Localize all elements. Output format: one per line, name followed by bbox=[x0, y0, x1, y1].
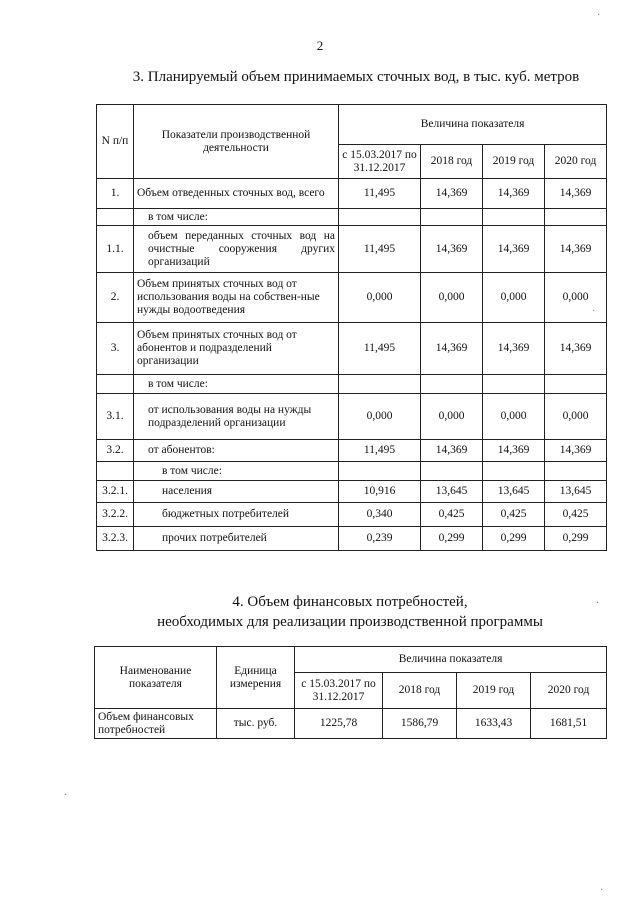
table-row bbox=[97, 323, 607, 375]
scan-speck: · bbox=[596, 598, 600, 609]
row-value: 0,000 bbox=[545, 394, 607, 440]
table-row bbox=[97, 179, 607, 209]
table-row bbox=[97, 273, 607, 323]
row-label: населения bbox=[134, 481, 339, 503]
row-label: от абонентов: bbox=[134, 440, 339, 462]
row-value: 0,299 bbox=[421, 527, 483, 551]
header-period: 2020 год bbox=[545, 145, 607, 179]
row-label: Объем принятых сточных вод от абонентов и подразделений организации bbox=[134, 323, 339, 375]
financial-needs-table bbox=[94, 646, 607, 739]
page-number: 2 bbox=[316, 38, 324, 53]
row-value: 14,369 bbox=[545, 440, 607, 462]
row-label: Объем принятых сточных вод от использования воды на собствен-ные нужды водоотведения bbox=[134, 273, 339, 323]
row-value: 14,369 bbox=[483, 323, 545, 375]
header-period: 2018 год bbox=[383, 673, 457, 709]
row-value: 0,299 bbox=[545, 527, 607, 551]
row-value: 1225,78 bbox=[295, 709, 383, 739]
row-value: 11,495 bbox=[339, 226, 421, 273]
header-period: 2019 год bbox=[457, 673, 531, 709]
row-label: от использования воды на нужды подразделений организации bbox=[134, 394, 339, 440]
row-value: 13,645 bbox=[483, 481, 545, 503]
section3-title: 3. Планируемый объем принимаемых сточных вод, в тыс. куб. метров bbox=[132, 69, 580, 85]
scan-speck: · bbox=[597, 10, 601, 21]
row-value: 0,000 bbox=[339, 394, 421, 440]
row-value: 11,495 bbox=[339, 179, 421, 209]
row-value: 14,369 bbox=[421, 179, 483, 209]
header-period: 2020 год bbox=[531, 673, 607, 709]
scan-speck: · bbox=[64, 790, 68, 801]
row-label: в том числе: bbox=[134, 462, 339, 481]
row-value: 14,369 bbox=[545, 226, 607, 273]
table-row bbox=[97, 481, 607, 503]
wastewater-volume-table bbox=[96, 104, 607, 551]
row-value: 13,645 bbox=[545, 481, 607, 503]
row-value: 11,495 bbox=[339, 440, 421, 462]
scan-speck: · bbox=[592, 306, 596, 317]
row-value: 0,000 bbox=[483, 273, 545, 323]
table-row bbox=[97, 527, 607, 551]
row-num: 3.2.1. bbox=[97, 481, 134, 503]
header-indicator: Показатели производственной деятельности bbox=[134, 105, 339, 179]
row-num: 2. bbox=[97, 273, 134, 323]
section4-title-line1: 4. Объем финансовых потребностей, bbox=[232, 594, 468, 610]
row-value: 14,369 bbox=[483, 440, 545, 462]
row-value: 14,369 bbox=[545, 179, 607, 209]
row-value: 10,916 bbox=[339, 481, 421, 503]
row-value: 14,369 bbox=[421, 226, 483, 273]
row-value: 1586,79 bbox=[383, 709, 457, 739]
row-value: 11,495 bbox=[339, 323, 421, 375]
row-label: в том числе: bbox=[134, 375, 339, 394]
header-period: с 15.03.2017 по 31.12.2017 bbox=[295, 673, 383, 709]
header-num: N п/п bbox=[97, 105, 134, 179]
row-value: 0,299 bbox=[483, 527, 545, 551]
table-row bbox=[97, 209, 607, 226]
row-value: 1681,51 bbox=[531, 709, 607, 739]
row-value: 0,000 bbox=[421, 273, 483, 323]
row-label: прочих потребителей bbox=[134, 527, 339, 551]
row-value: 0,000 bbox=[421, 394, 483, 440]
row-num: 3.2.3. bbox=[97, 527, 134, 551]
row-label: Объем отведенных сточных вод, всего bbox=[134, 179, 339, 209]
header-unit: Единица измерения bbox=[217, 647, 295, 709]
row-num bbox=[97, 209, 134, 226]
row-label: бюджетных потребителей bbox=[134, 503, 339, 527]
header-value-group: Величина показателя bbox=[295, 647, 607, 673]
table-row bbox=[97, 462, 607, 481]
section4-title bbox=[60, 592, 640, 632]
header-period: 2018 год bbox=[421, 145, 483, 179]
table-row bbox=[97, 226, 607, 273]
row-value: 0,000 bbox=[339, 273, 421, 323]
header-value-group: Величина показателя bbox=[339, 105, 607, 145]
row-num: 3.2. bbox=[97, 440, 134, 462]
section4-title-line2: необходимых для реализации производственной программы bbox=[157, 614, 543, 630]
row-num: 3.1. bbox=[97, 394, 134, 440]
table-row bbox=[97, 394, 607, 440]
row-num bbox=[97, 462, 134, 481]
row-label: в том числе: bbox=[134, 209, 339, 226]
row-label: объем переданных сточных вод на очистные сооружения других организаций bbox=[134, 226, 339, 273]
row-unit: тыс. руб. bbox=[217, 709, 295, 739]
row-value: 0,340 bbox=[339, 503, 421, 527]
header-period: 2019 год bbox=[483, 145, 545, 179]
row-value: 0,000 bbox=[483, 394, 545, 440]
row-value: 14,369 bbox=[545, 323, 607, 375]
row-value: 14,369 bbox=[421, 440, 483, 462]
table-row bbox=[97, 440, 607, 462]
row-value: 13,645 bbox=[421, 481, 483, 503]
row-num bbox=[97, 375, 134, 394]
row-num: 1.1. bbox=[97, 226, 134, 273]
row-num: 3. bbox=[97, 323, 134, 375]
row-value: 0,000 bbox=[545, 273, 607, 323]
table-row bbox=[97, 375, 607, 394]
row-value: 0,425 bbox=[483, 503, 545, 527]
row-value: 14,369 bbox=[421, 323, 483, 375]
row-value: 14,369 bbox=[483, 179, 545, 209]
row-value: 0,425 bbox=[545, 503, 607, 527]
row-value: 0,239 bbox=[339, 527, 421, 551]
scan-speck: · bbox=[600, 885, 604, 896]
row-label: Объем финансовых потребностей bbox=[95, 709, 217, 739]
row-value: 0,425 bbox=[421, 503, 483, 527]
table-row bbox=[95, 709, 607, 739]
row-value: 14,369 bbox=[483, 226, 545, 273]
header-period: с 15.03.2017 по 31.12.2017 bbox=[339, 145, 421, 179]
row-num: 3.2.2. bbox=[97, 503, 134, 527]
row-value: 1633,43 bbox=[457, 709, 531, 739]
row-num: 1. bbox=[97, 179, 134, 209]
table-row bbox=[97, 503, 607, 527]
header-name: Наименование показателя bbox=[95, 647, 217, 709]
